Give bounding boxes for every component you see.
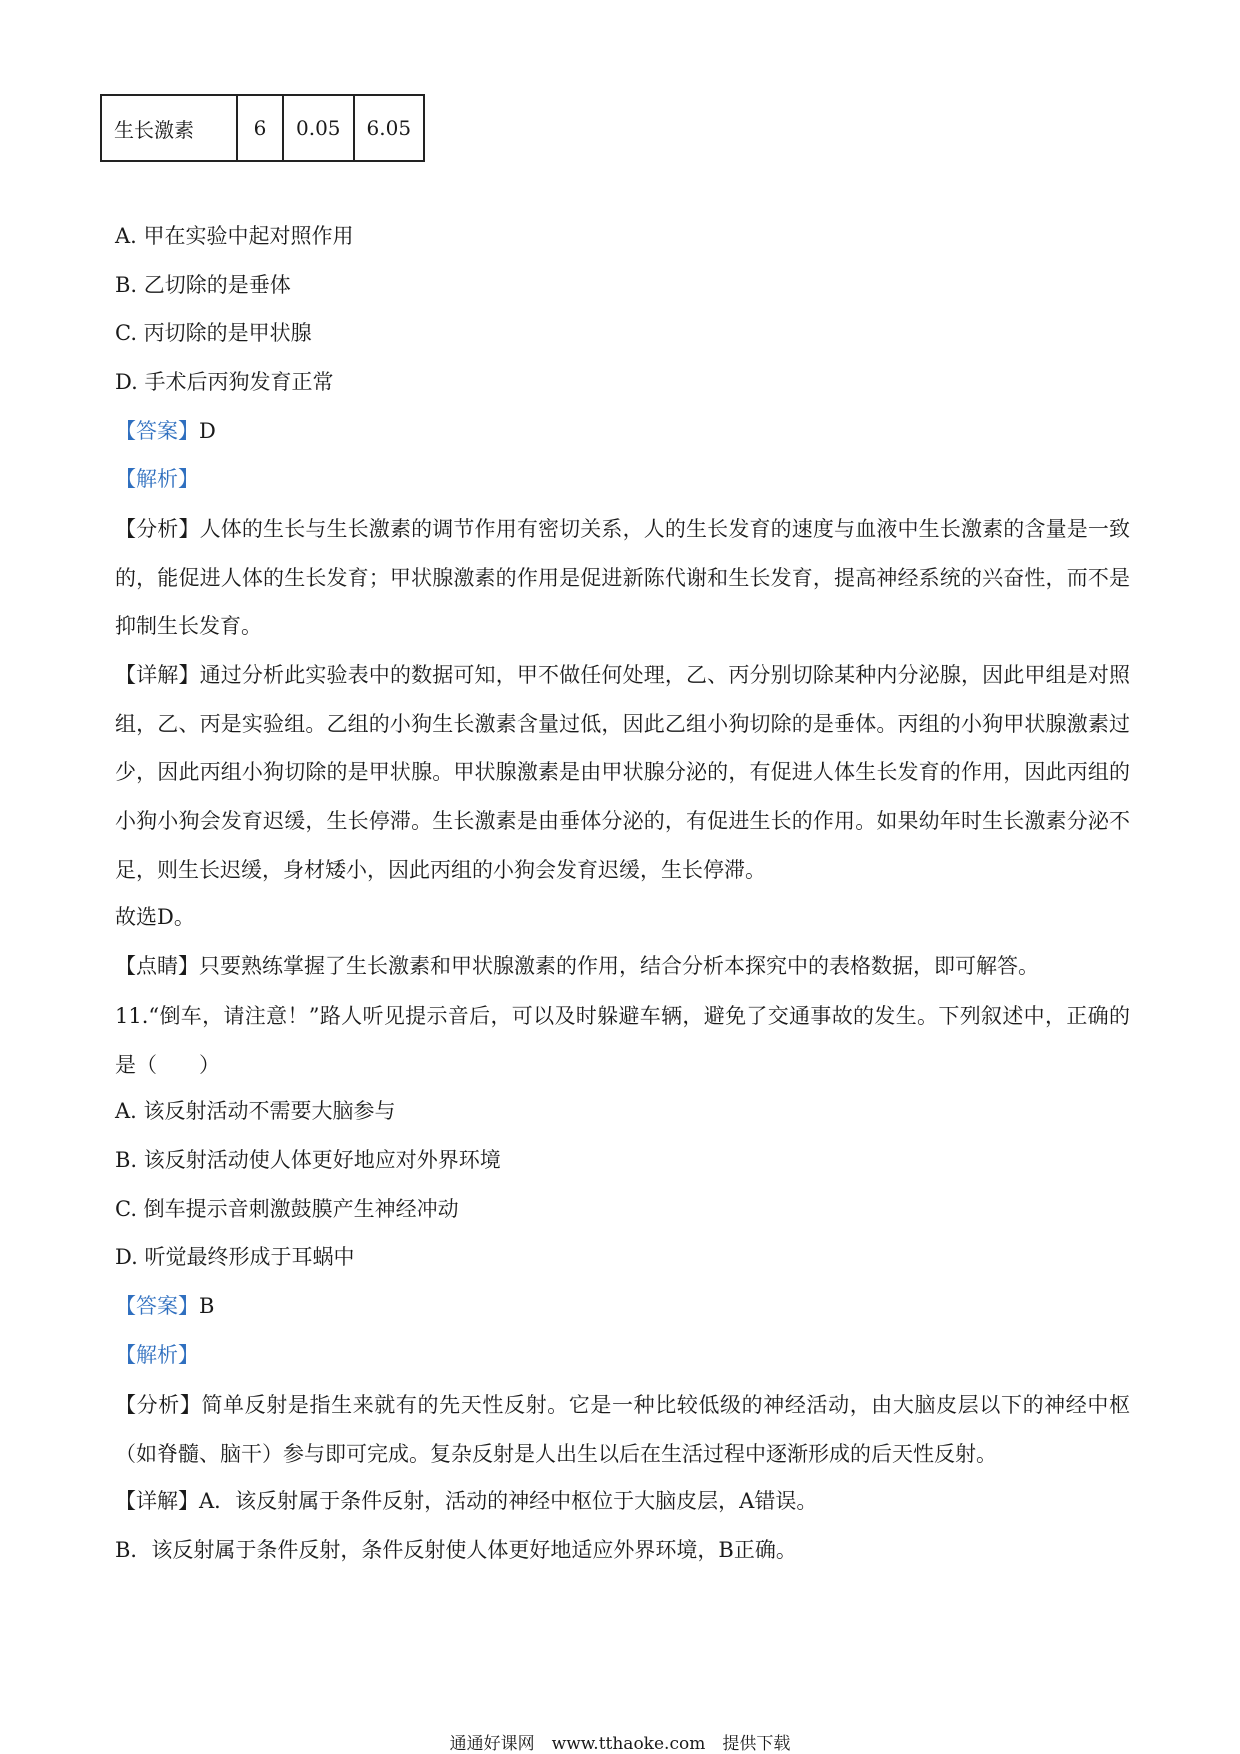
xiangjie-text: 通过分析此实验表中的数据可知，甲不做任何处理，乙、丙分别切除某种内分泌腺，因此甲组是对照组，乙、丙是实验组。乙组的小狗生长激素含量过低，因此乙组小狗切除的是垂体。丙组的小狗甲状腺激素过少，因此丙组小狗切除的是甲状腺。甲状腺激素是由甲状腺分泌的，有促进人体生长发育的作用，因此丙组的小狗小狗会发育迟缓，生长停滞。生长激素是由垂体分泌的，有促进生长的作用。如果幼年时生长激素分泌不足，则生长迟缓，身材矮小，因此丙组的小狗会发育迟缓，生长停滞。 — [115, 663, 1131, 882]
q10-option-a: A. 甲在实验中起对照作用 — [115, 224, 354, 248]
fenxi-text: 简单反射是指生来就有的先天性反射。它是一种比较低级的神经活动，由大脑皮层以下的神经中枢（如脊髓、脑干）参与即可完成。复杂反射是人出生以后在生活过程中逐渐形成的后天性反射。 — [115, 1393, 1130, 1466]
xiangjie-tag: 【详解】 — [115, 663, 200, 687]
fenxi-tag: 【分析】 — [115, 517, 200, 541]
q10-option-c: C. 丙切除的是甲状腺 — [115, 321, 312, 345]
q11-option-b: B. 该反射活动使人体更好地应对外界环境 — [115, 1148, 501, 1172]
q11-option-a: A. 该反射活动不需要大脑参与 — [115, 1099, 396, 1123]
xiangjie-tag: 【详解】 — [115, 1489, 199, 1513]
table-cell: 6.05 — [354, 95, 425, 161]
fenxi-tag: 【分析】 — [115, 1393, 202, 1417]
q10-answer — [115, 421, 216, 442]
xiangjie-text: A．该反射属于条件反射，活动的神经中枢位于大脑皮层，A错误。 — [199, 1489, 818, 1513]
dianjing-tag: 【点睛】 — [115, 954, 199, 978]
q10-option-b: B. 乙切除的是垂体 — [115, 273, 291, 297]
q11-analysis-tag: 【解析】 — [115, 1343, 199, 1367]
q10-choose: 故选D。 — [115, 905, 195, 929]
q11-option-d: D. 听觉最终形成于耳蜗中 — [115, 1245, 355, 1269]
q10-option-d: D. 手术后丙狗发育正常 — [115, 370, 334, 394]
q10-dianjing — [115, 956, 1039, 977]
q11-option-c: C. 倒车提示音刺激鼓膜产生神经冲动 — [115, 1197, 459, 1221]
table-cell: 生长激素 — [101, 95, 237, 161]
page-footer: 通通好课网 www.tthaoke.com 提供下载 — [449, 1734, 791, 1754]
q10-xiangjie — [115, 651, 1130, 895]
q11-stem: 11.“倒车，请注意！”路人听见提示音后，可以及时躲避车辆，避免了交通事故的发生。下列叙述中，正确的是（ ） — [115, 1004, 1130, 1077]
hormone-table-fragment — [100, 94, 425, 162]
q10-fenxi — [115, 505, 1130, 651]
q11-answer — [115, 1296, 214, 1317]
answer-tag: 【答案】 — [115, 419, 199, 443]
table-row — [101, 95, 424, 161]
dianjing-text: 只要熟练掌握了生长激素和甲状腺激素的作用，结合分析本探究中的表格数据，即可解答。 — [199, 954, 1039, 978]
q11-xiangjie-a — [115, 1491, 817, 1512]
answer-value: B — [199, 1294, 215, 1318]
q10-analysis-tag: 【解析】 — [115, 467, 199, 491]
q11-xiangjie-b: B．该反射属于条件反射，条件反射使人体更好地适应外界环境，B正确。 — [115, 1538, 797, 1562]
answer-value: D — [199, 419, 216, 443]
table-cell: 6 — [237, 95, 283, 161]
fenxi-text: 人体的生长与生长激素的调节作用有密切关系，人的生长发育的速度与血液中生长激素的含量是一致的，能促进人体的生长发育；甲状腺激素的作用是促进新陈代谢和生长发育，提高神经系统的兴奋性，而不是抑制生长发育。 — [115, 517, 1131, 639]
answer-tag: 【答案】 — [115, 1294, 199, 1318]
table-cell: 0.05 — [283, 95, 354, 161]
q11-fenxi — [115, 1381, 1130, 1478]
